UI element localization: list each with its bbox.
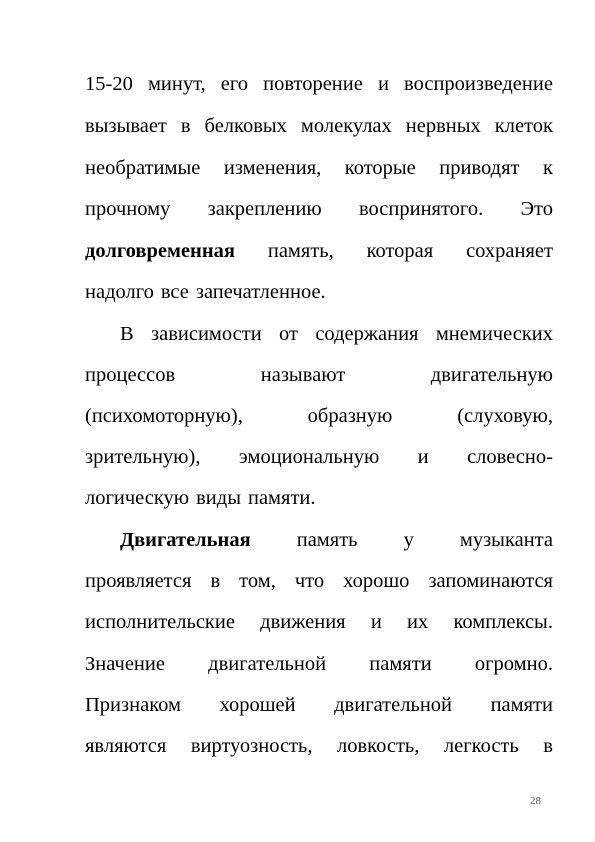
word: приводят <box>439 157 520 179</box>
word: словесно- <box>467 446 553 468</box>
word: запечатленное. <box>195 281 326 303</box>
word: к <box>543 157 553 179</box>
word: 15-20 <box>85 73 133 95</box>
text-line <box>85 363 553 387</box>
word: двигательную <box>430 364 553 386</box>
text-line <box>85 734 553 758</box>
word: необратимые <box>85 157 201 179</box>
word: что <box>294 570 325 592</box>
text-line <box>85 693 553 717</box>
word: минут, <box>147 73 206 95</box>
word: том, <box>239 570 276 592</box>
word: Признаком <box>85 694 181 716</box>
word: воспроизведение <box>404 73 553 95</box>
text-line <box>85 280 553 304</box>
word: Значение <box>85 653 165 675</box>
word: хорошо <box>343 570 410 592</box>
word: называют <box>260 364 346 386</box>
text-line <box>85 445 553 469</box>
word: В <box>120 323 134 345</box>
text-line <box>85 569 553 593</box>
text-line <box>85 197 553 221</box>
word: запоминаются <box>428 570 553 592</box>
word: молекулах <box>300 115 392 137</box>
word: от <box>279 323 298 345</box>
word: процессов <box>85 364 176 386</box>
word: его <box>220 73 249 95</box>
word: надолго <box>85 281 154 303</box>
word: виды <box>196 487 241 509</box>
word: виртуозность, <box>190 735 313 757</box>
word: зрительную), <box>85 446 201 468</box>
text-line <box>120 322 553 346</box>
word: в <box>543 735 553 757</box>
text-line <box>85 239 553 263</box>
word: клеток <box>494 115 553 137</box>
text-line <box>85 652 553 676</box>
word: двигательной <box>334 694 453 716</box>
text-line <box>85 610 553 634</box>
word: повторение <box>263 73 363 95</box>
word: белковых <box>204 115 287 137</box>
word: являются <box>85 735 167 757</box>
word: образную <box>307 405 393 427</box>
word: воспринятого. <box>359 198 484 220</box>
word: содержания <box>315 323 419 345</box>
word: и <box>417 446 429 468</box>
word: логическую <box>85 487 190 509</box>
bold-term: долговременная <box>85 240 235 262</box>
word: которые <box>344 157 416 179</box>
word: память, <box>267 240 334 262</box>
word: нервных <box>405 115 481 137</box>
word: изменения, <box>223 157 322 179</box>
word: (психомоторную), <box>85 405 243 427</box>
text-line <box>85 486 553 510</box>
bold-term: Двигательная <box>120 529 251 551</box>
word: мнемических <box>435 323 553 345</box>
word: легкость <box>443 735 519 757</box>
word: у <box>403 529 414 551</box>
word: движения <box>260 611 346 633</box>
word: проявляется <box>85 570 192 592</box>
word: все <box>160 281 189 303</box>
word: огромно. <box>474 653 553 675</box>
word: и <box>370 611 382 633</box>
text-line <box>85 156 553 180</box>
word: их <box>407 611 429 633</box>
word: эмоциональную <box>238 446 380 468</box>
word: закреплению <box>207 198 322 220</box>
text-line <box>120 528 553 552</box>
word: сохраняет <box>466 240 553 262</box>
word: вызывает <box>85 115 167 137</box>
word: прочному <box>85 198 171 220</box>
word: в <box>210 570 221 592</box>
word: памяти <box>369 653 432 675</box>
word: музыканта <box>459 529 553 551</box>
word: памяти <box>490 694 553 716</box>
word: исполнительские <box>85 611 235 633</box>
text-line <box>85 72 553 96</box>
text-line <box>85 114 553 138</box>
word: ловкость, <box>337 735 420 757</box>
page-number: 28 <box>530 795 541 807</box>
word: и <box>377 73 389 95</box>
word: хорошей <box>219 694 296 716</box>
word: память <box>296 529 358 551</box>
word: в <box>180 115 191 137</box>
word: (слуховую, <box>457 405 553 427</box>
word: зависимости <box>151 323 262 345</box>
word: которая <box>366 240 434 262</box>
word: Это <box>520 198 553 220</box>
word: памяти. <box>247 487 316 509</box>
word: комплексы. <box>453 611 553 633</box>
text-line <box>85 404 553 428</box>
word: двигательной <box>208 653 327 675</box>
